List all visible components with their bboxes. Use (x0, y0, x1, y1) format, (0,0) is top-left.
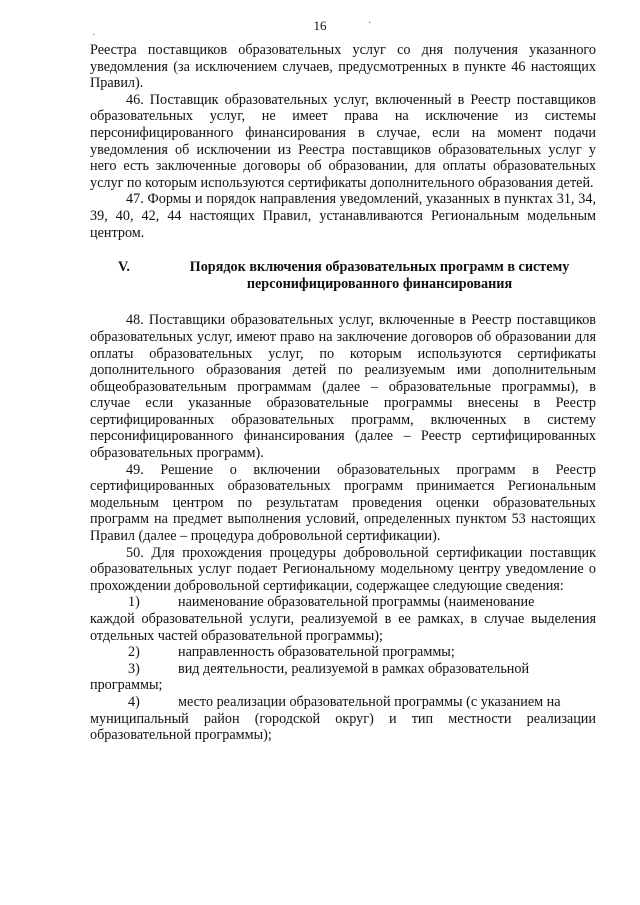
list-item (90, 644, 596, 661)
list-item-continuation: программы; (90, 677, 163, 694)
scan-speck: · (368, 18, 372, 29)
paragraph-47: 47. Формы и порядок направления уведомлений, указанных в пунктах 31, 34, 39, 40, 42, 44 настоящих Правил, устанавливаются Региональным модельным центром. (90, 191, 596, 241)
page-number: 16 (313, 18, 327, 33)
section-number: V. (118, 259, 130, 276)
list-item-number: 1) (128, 594, 140, 611)
list-item-first-line: наименование образовательной программы (наименование (178, 594, 535, 611)
document-body (90, 42, 596, 744)
paragraph-49: 49. Решение о включении образовательных программ в Реестр сертифицированных образовательных программ принимается Региональным модельным центром по результатам проведения оценки образовательных программ на предмет выполнения условий, определенных пунктом 53 настоящих Правил (далее – процедура добровольной сертификации). (90, 461, 596, 545)
list-item (90, 694, 596, 744)
paragraph-48: 48. Поставщики образовательных услуг, включенные в Реестр поставщиков образовательных услуг, имеют право на заключение договоров об образовании для оплаты образовательных услуг, по которым используются сертификаты дополнительного образования детей по реализуемым ими дополнительным общеобразовательным программам (далее – образовательные программы), в случае если указанные образовательные программы внесены в Реестр сертифицированных образовательных программ, включенных в систему персонифицированного финансирования (далее – Реестр сертифицированных образовательных программ). (90, 312, 596, 462)
list-item-first-line: место реализации образовательной программы (с указанием на (178, 693, 561, 710)
list-item (90, 594, 596, 644)
scan-speck: · (92, 30, 96, 41)
section-heading (90, 259, 596, 292)
paragraph-46: 46. Поставщик образовательных услуг, включенный в Реестр поставщиков образовательных услуг, не имеет права на исключение из системы персонифицированного финансирования в случае, если на момент подачи уведомления об исключении из Реестра поставщиков образовательных услуг у него есть заключенные договоры об образовании, для оплаты образовательных услуг по которым используются сертификаты дополнительного образования детей. (90, 91, 596, 191)
paragraph-50: 50. Для прохождения процедуры добровольной сертификации поставщик образовательных услуг подает Региональному модельному центру уведомление о прохождении добровольной сертификации, содержащее следующие сведения: (90, 544, 596, 594)
paragraph-continuation: Реестра поставщиков образовательных услуг со дня получения указанного уведомления (за исключением случаев, предусмотренных в пункте 46 настоящих Правил). (90, 42, 596, 92)
section-title-line-2: персонифицированного финансирования (246, 275, 513, 292)
list-item-continuation: муниципальный район (городской округ) и тип местности реализации образовательной программы); (90, 710, 596, 744)
list-item (90, 661, 596, 694)
list-item-first-line: направленность образовательной программы; (178, 644, 455, 661)
list-item-number: 4) (128, 693, 140, 710)
list-item-number: 3) (128, 660, 140, 677)
list-item-first-line: вид деятельности, реализуемой в рамках образовательной (178, 660, 530, 677)
list-item-continuation: каждой образовательной услуги, реализуемой в ее рамках, в случае выделения отдельных частей образовательной программы); (90, 611, 596, 644)
section-title-line-1: Порядок включения образовательных программ в систему (189, 259, 570, 276)
section-title (163, 259, 596, 292)
list-item-number: 2) (128, 644, 140, 661)
